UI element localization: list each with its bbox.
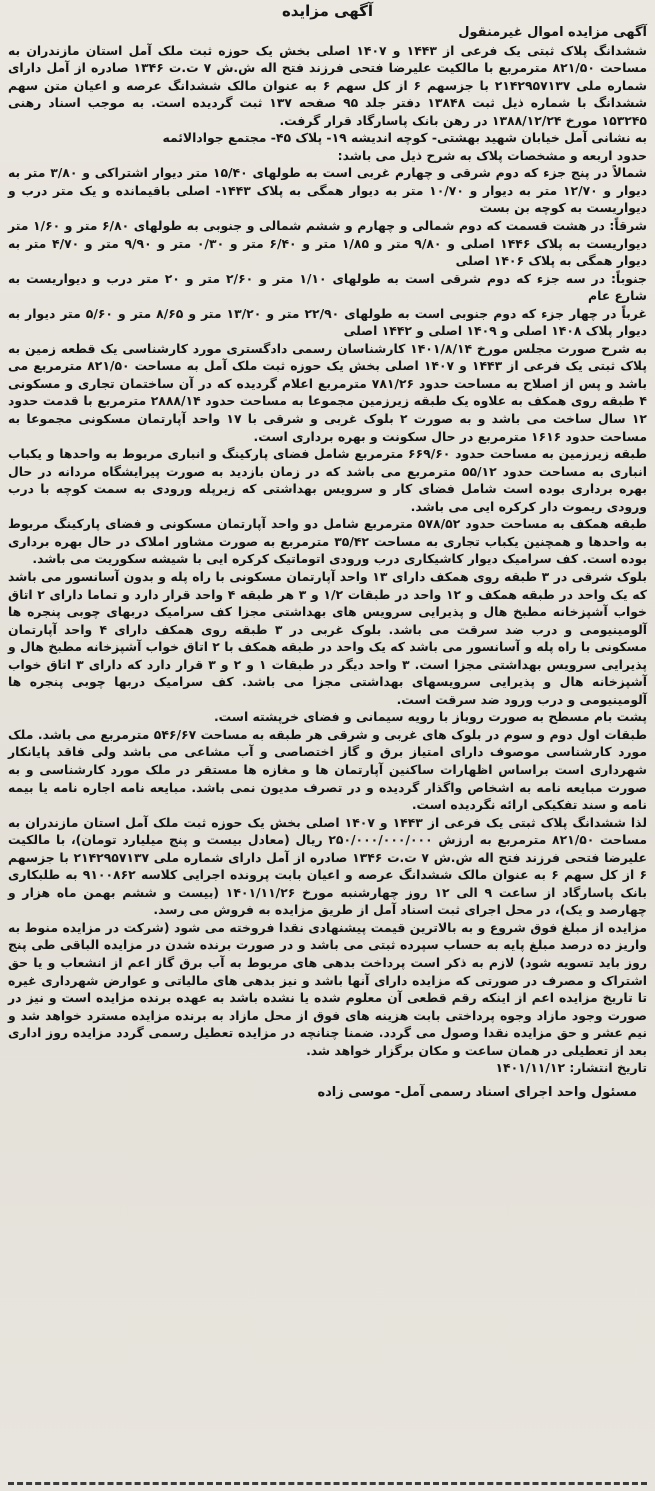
- auction-announcement: لذا ششدانگ پلاک ثبتی یک فرعی از ۱۴۴۳ و ۱۴۰۷ اصلی بخش یک حوزه ثبت ملک آمل استان مازندران به مساحت ۸۲۱/۵۰ مترمربع به ارزش ۲۵۰/۰۰۰/۰۰۰/۰۰۰ ریال (معادل بیست و پنج میلیارد تومان)، با مالکیت علیرضا فتحی فرزند فتح اله ش.ش ۷ ت.ت ۱۳۴۶ صادره از آمل دارای شماره ملی ۲۱۴۲۹۵۷۱۳۷ با جزسهم ۶ از کل سهم ۶ به عنوان مالک ششدانگ عرصه و اعیان بابت پرونده اجرایی کلاسه ۹۱۰۰۸۶۲ به طلبکاری بانک پاسارگاد از ساعت ۹ الی ۱۲ روز چهارشنبه مورخ ۱۴۰۱/۱۱/۲۶ (بیست و ششم بهمن ماه هزار و چهارصد و یک)، در محل اجرای ثبت اسناد آمل از طریق مزایده به فروش می رسد.: [8, 814, 648, 918]
- roof-description: پشت بام مسطح به صورت روباز با رویه سیمانی و فضای خرپشته است.: [213, 709, 647, 725]
- expert-report: به شرح صورت مجلس مورخ ۱۴۰۱/۸/۱۴ کارشناسان رسمی دادگستری مورد کارشناسی یک قطعه زمین به پلاک ثبتی یک فرعی از ۱۴۴۳ و ۱۴۰۷ اصلی بخش یک حوزه ثبت ملک آمل به مساحت ۸۲۱/۵۰ مترمربع می باشد و پس از اصلاح به مساحت حدود ۷۸۱/۲۶ مترمربع اعلام گردیده که در آن ساختمان تجاری و مسکونی ۴ طبقه روی همکف به علاوه یک طبقه زیرزمین مجموعا به مساحت حدود ۲۸۸۸/۱۴ مترمربع با قدمت حدود ۱۲ سال ساخت می باشد و به صورت ۲ بلوک غربی و شرقی با ۱۷ واحد آپارتمان مسکونی مجموعا به مساحت حدود ۱۶۱۶ مترمربع در حال سکونت و بهره برداری است.: [8, 340, 648, 444]
- basement-description: طبقه زیرزمین به مساحت حدود ۶۶۹/۶۰ مترمربع شامل فضای پارکینگ و انباری مربوط به واحدها و یکباب انباری به مساحت حدود ۵۵/۱۲ مترمربع می باشد که در زمان بازدید به صورت پیرایشگاه مردانه در حال بهره برداری بوده است شامل فضای کار و سرویس بهداشتی که زیرپله ورودی به سمت کوچه با درب ورودی ریموت دار کرکره ایی می باشد.: [8, 446, 647, 514]
- ad-subtitle: آگهی مزایده اموال غیرمنقول: [458, 25, 647, 40]
- boundary-south: جنوباً: در سه جزء که دوم شرقی است به طولهای ۱/۱۰ متر و ۲/۶۰ متر و ۲۰ متر درب و دیواریست به شارع عام: [8, 270, 647, 304]
- boundary-west: غرباً در چهار جزء که دوم جنوبی است به طولهای ۲۲/۹۰ متر و ۱۳/۲۰ متر و ۸/۶۵ متر و ۵/۶۰ متر دیوار به دیوار پلاک ۱۴۰۸ اصلی و ۱۴۰۹ اصلی و ۱۴۴۲ اصلی: [8, 305, 647, 339]
- publication-date: تاریخ انتشار: ۱۴۰۱/۱۱/۱۲: [495, 1060, 647, 1076]
- boundaries-intro: حدود اربعه و مشخصات پلاک به شرح ذیل می باشد:: [337, 147, 647, 163]
- floors-and-utilities: طبقات اول دوم و سوم در بلوک های غربی و شرقی هر طبقه به مساحت ۵۴۶/۶۷ مترمربع می باشد. ملک مورد کارشناسی موصوف دارای امتیاز برق و گاز اختصاصی و آب مشاعی می باشد ولی فاقد پایانکار شهرداری است براساس اظهارات ساکنین آپارتمان ها و مغازه ها مستقر در ملک مورد کارشناسی و به صورت مبایعه نامه به اشخاص واگذار گردیده و در تصرف مدیون نمی باشد. مبایعه نامه اجاره نامه یا بیمه نامه و سند تفکیکی ارائه نگردیده است.: [8, 726, 647, 813]
- ad-body: [8, 24, 647, 1077]
- property-address: به نشانی آمل خیابان شهید بهشتی- کوچه اندیشه ۱۹- پلاک ۴۵- مجتمع جوادالائمه: [162, 130, 647, 146]
- boundary-north: شمالاً در پنج جزء که دوم شرقی و چهارم غربی است به طولهای ۱۵/۴۰ متر دیوار اشتراکی و ۳/۸۰ متر به دیوار و ۱۲/۷۰ متر به دیوار و ۱۰/۷۰ متر به دیوار همگی به پلاک ۱۴۴۳- اصلی باقیمانده و یک متر درب و دیواریست به کوچه بن بست: [8, 165, 647, 216]
- blocks-description: بلوک شرقی در ۳ طبقه روی همکف دارای ۱۳ واحد آپارتمان مسکونی با راه پله و بدون آسانسور می باشد که یک واحد در طبقه همکف و ۱۲ واحد در طبقات ۱/۲ و ۳ هر طبقه ۴ واحد قرار دارد و تماما دارای ۲ اتاق خواب آشپزخانه مطبخ هال و پذیرایی سرویس های بهداشتی مجزا کف سرامیک دربهای چوبی پنجره ها آلومینیومی و درب ضد سرقت می باشد. بلوک غربی در ۳ طبقه روی همکف دارای ۴ واحد آپارتمان مسکونی با راه پله و آسانسور می باشد که یک واحد در طبقه همکف با ۲ اتاق خواب آشپزخانه مطبخ هال و پذیرایی سرویس بهداشتی مجزا است. ۳ واحد دیگر در طبقات ۱ و ۲ و ۳ قرار دارد که دارای ۳ اتاق خواب آشپزخانه هال و پذیرایی سرویسهای بهداشتی مجزا می باشد. کف سرامیک دربها چوبی پنجره ها آلومینیومی و درب ورود ضد سرقت است.: [8, 568, 648, 707]
- signature-line: مسئول واحد اجرای اسناد رسمی آمل- موسی زاده: [317, 1084, 637, 1100]
- bottom-divider: [8, 1482, 647, 1485]
- ground-floor-description: طبقه همکف به مساحت حدود ۵۷۸/۵۲ مترمربع شامل دو واحد آپارتمان مسکونی و فضای پارکینگ مربوط به واحدها و همچنین یکباب تجاری به مساحت ۳۵/۴۲ مترمربع به صورت مشاور املاک در حال بهره برداری بوده است. کف سرامیک دیوار کاشیکاری درب ورودی اتوماتیک کرکره ایی با شیشه سکوریت می باشد.: [8, 516, 648, 567]
- property-description: ششدانگ پلاک ثبتی یک فرعی از ۱۴۴۳ و ۱۴۰۷ اصلی بخش یک حوزه ثبت ملک آمل استان مازندران به مساحت ۸۲۱/۵۰ مترمربع با مالکیت علیرضا فتحی فرزند فتح اله ش.ش ۷ ت.ت ۱۳۴۶ صادره از آمل دارای شماره ملی ۲۱۴۲۹۵۷۱۳۷ با جزسهم ۶ از کل سهم ۶ به عنوان مالک ششدانگ عرصه و اعیان متن سهم ششدانگ با شماره ذیل ثبت ۱۳۸۴۸ دفتر جلد ۹۵ صفحه ۱۳۷ ثبت گردیده است. به موجب اسناد رهنی ۱۵۳۲۴۵ مورخ ۱۳۸۸/۱۲/۲۴ در رهن بانک پاسارگاد قرار گرفت.: [8, 42, 648, 128]
- boundary-east: شرقاً: در هشت قسمت که دوم شمالی و چهارم و ششم شمالی و جنوبی به طولهای ۶/۸۰ متر و ۱/۶۰ متر دیواریست به پلاک ۱۴۴۶ اصلی و ۹/۸۰ متر و ۱/۸۵ متر و ۶/۴۰ متر و ۰/۳۰ متر و ۹/۹۰ متر و ۴/۷۰ متر به دیوار همگی به پلاک ۱۴۰۶ اصلی: [8, 218, 647, 269]
- ad-title: آگهی مزایده: [281, 2, 374, 20]
- auction-terms: مزایده از مبلغ فوق شروع و به بالاترین قیمت پیشنهادی نقدا فروخته می شود (شرکت در مزایده منوط به واریز ده درصد مبلغ پایه به حساب سپرده ثبتی می باشد و در صورت برنده شدن در مزایده الباقی طی پنج روز باید تسویه شود) لازم به ذکر است پرداخت بدهی های مربوط به آب برق گاز اعم از انشعاب و یا حق اشتراک و مصرف در صورتی که مزایده دارای آنها باشد و نیز بدهی های مالیاتی و عوارض شهرداری غیره تا تاریخ مزایده اعم از اینکه رقم قطعی آن معلوم شده یا نشده باشد به عهده برنده مزایده است و نیز در صورت وجود مازاد وجوه پرداختی بابت هزینه های فوق از محل مازاد به برنده مزایده مسترد خواهد شد و نیم عشر و حق مزایده نقدا وصول می گردد. ضمنا چنانچه در مزایده تعطیل رسمی گردد مزایده روز اداری بعد از تعطیلی در همان ساعت و مکان برگزار خواهد شد.: [8, 919, 647, 1058]
